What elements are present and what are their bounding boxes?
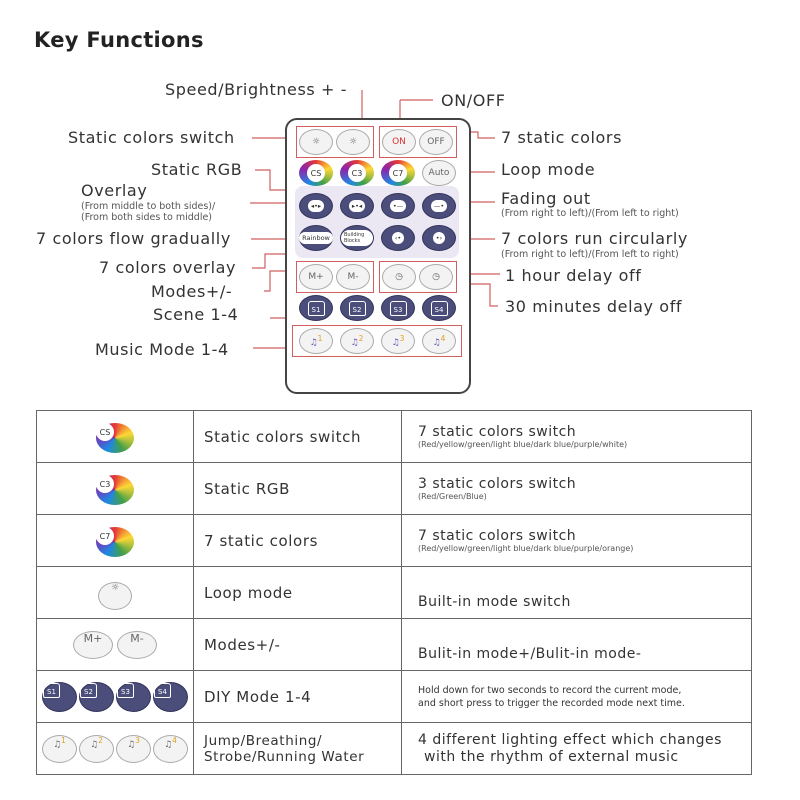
rainbow-button[interactable] [299,225,333,251]
s3-icon [116,682,151,712]
music-note-icon: ♫$^3$ [127,735,140,750]
callout-on-off: ON/OFF [441,91,506,110]
table-row [37,463,752,515]
sun-icon: ☼ [311,137,321,147]
c7-button[interactable] [381,160,415,186]
function-desc [402,671,752,723]
callout-7-colors-overlay: 7 colors overlay [99,258,237,277]
c3-icon [96,475,134,505]
house-icon: S3 [390,301,407,316]
music-4-icon [153,735,188,763]
c3-icon-label: C3 [96,475,114,493]
cs-button[interactable] [299,160,333,186]
icon-cell [37,463,194,515]
mminus-icon-label: M- [130,631,144,645]
s4-icon [153,682,188,712]
functions-table [36,410,752,775]
name-line2: Strobe/Running Water [204,748,365,765]
sun-icon: ☼ [348,137,358,147]
timer-30m-button[interactable] [419,264,453,290]
desc-line2: with the rhythm of external music [424,748,679,765]
desc-line2: and short press to trigger the recorded mode next time. [418,697,685,709]
off-label: OFF [427,137,445,147]
mminus-label: M- [347,272,359,282]
callout-7-colors-run: 7 colors run circularly [501,229,688,248]
c7-icon-label: C7 [96,527,114,545]
callout-overlay: Overlay [81,181,148,200]
mplus-icon [73,631,113,659]
rainbow-label: Rainbow [299,232,333,244]
cs-label: CS [307,164,325,182]
callout-fading-sub: (From right to left)/(From left to right) [501,208,679,219]
run-right-button[interactable] [422,225,456,251]
clock-icon: ◷ [395,272,403,282]
building-blocks-button[interactable] [340,225,374,251]
table-row [37,671,752,723]
icon-cell [37,515,194,567]
mode-plus-button[interactable] [299,264,333,290]
callout-static-colors-switch: Static colors switch [68,128,235,147]
music-note-icon: ♫$^2$ [90,735,103,750]
music-note-icon: ♫$^3$ [391,334,405,348]
table-row [37,619,752,671]
house-icon: S3 [117,683,134,698]
scene-s2-button[interactable] [340,295,374,321]
callout-static-rgb: Static RGB [151,160,243,179]
desc-sub: (Red/yellow/green/light blue/dark blue/purple/orange) [418,544,634,553]
function-name [194,723,402,775]
callout-scene: Scene 1-4 [153,305,239,324]
music-note-icon: ♫$^4$ [432,334,446,348]
music-3-icon [116,735,151,763]
s2-icon [79,682,114,712]
desc-text: 7 static colors switch [418,424,577,440]
sun-icon: ☼ [110,583,120,593]
clock-icon: ◷ [432,272,440,282]
callout-speed-brightness: Speed/Brightness + - [165,80,348,99]
house-icon: S4 [431,301,448,316]
s1-icon [42,682,77,712]
page-title: Key Functions [34,28,204,52]
name-line1: Jump/Breathing/ [204,732,323,749]
scene-s4-button[interactable] [422,295,456,321]
loop-icon [98,582,132,610]
table-row [37,567,752,619]
speed-brightness-down-button[interactable] [336,129,370,155]
fade-left-button[interactable] [381,193,415,219]
auto-button[interactable] [422,160,456,186]
off-button[interactable] [419,129,453,155]
icon-cell [37,723,194,775]
dot-right-icon: —• [431,200,447,212]
music-4-button[interactable] [422,328,456,354]
callout-30-minutes-delay: 30 minutes delay off [505,297,683,316]
function-name: Static RGB [194,463,402,515]
house-icon: S4 [154,683,171,698]
music-1-number: 1 [317,334,323,343]
arrows-in-icon: ▸•◂ [349,200,365,212]
icon-cell [37,671,194,723]
scene-s3-button[interactable] [381,295,415,321]
icon-cell [37,411,194,463]
c3-button[interactable] [340,160,374,186]
icon-cell [37,619,194,671]
timer-1h-button[interactable] [382,264,416,290]
music-note-icon: ♫$^1$ [309,334,323,348]
house-icon: S1 [308,301,325,316]
callout-7-colors-flow: 7 colors flow gradually [36,229,231,248]
desc-text: 3 static colors switch [418,476,577,492]
music-3-icon-number: 3 [135,735,140,745]
table-row [37,515,752,567]
fade-right-button[interactable] [422,193,456,219]
music-4-number: 4 [440,334,446,343]
mplus-icon-label: M+ [83,631,103,645]
function-desc [402,411,752,463]
music-2-number: 2 [358,334,364,343]
callout-run-sub: (From right to left)/(From left to right) [501,249,679,260]
table-row [37,411,752,463]
cs-icon [96,423,134,453]
cs-icon-label: CS [96,423,114,441]
c3-label: C3 [348,164,366,182]
c7-icon [96,527,134,557]
music-3-button[interactable] [381,328,415,354]
function-name: Static colors switch [194,411,402,463]
function-desc [402,723,752,775]
desc-sub: (Red/Green/Blue) [418,492,487,501]
music-note-icon: ♫$^2$ [350,334,364,348]
on-label: ON [392,137,406,147]
music-note-icon: ♫$^4$ [164,735,177,750]
desc-sub: (Red/yellow/green/light blue/dark blue/purple/white) [418,440,628,449]
callout-fading-out: Fading out [501,189,591,208]
overlay-out-button[interactable] [299,193,333,219]
house-icon: S2 [349,301,366,316]
auto-label: Auto [428,168,450,178]
on-button[interactable] [382,129,416,155]
function-desc: Built-in mode switch [402,567,752,619]
function-desc [402,463,752,515]
building-label: Building Blocks [341,230,373,246]
music-1-button[interactable] [299,328,333,354]
overlay-in-button[interactable] [340,193,374,219]
music-1-icon-number: 1 [61,735,66,745]
music-2-button[interactable] [340,328,374,354]
house-icon: S2 [80,683,97,698]
desc-line1: Hold down for two seconds to record the current mode, [418,684,682,696]
house-icon: S1 [43,683,60,698]
music-2-icon [79,735,114,763]
mplus-label: M+ [308,272,324,282]
function-name: Loop mode [194,567,402,619]
callout-1-hour-delay: 1 hour delay off [505,266,642,285]
music-3-number: 3 [399,334,405,343]
dot-left-icon: •— [390,200,406,212]
function-name: 7 static colors [194,515,402,567]
function-desc: Bulit-in mode+/Bulit-in mode- [402,619,752,671]
desc-text: 7 static colors switch [418,528,577,544]
callout-7-static-colors: 7 static colors [501,128,623,147]
callout-overlay-sub1: (From middle to both sides)/ [81,201,216,212]
callout-overlay-sub2: (From both sides to middle) [81,212,213,223]
desc-line1: 4 different lighting effect which changes [418,731,722,748]
icon-cell [37,567,194,619]
callout-music-mode: Music Mode 1-4 [95,340,229,359]
arrows-out-icon: ◂•▸ [308,200,324,212]
mode-minus-button[interactable] [336,264,370,290]
function-name: Modes+/- [194,619,402,671]
function-name: DIY Mode 1-4 [194,671,402,723]
music-note-icon: ♫$^1$ [53,735,66,750]
table-row [37,723,752,775]
function-desc [402,515,752,567]
scene-s1-button[interactable] [299,295,333,321]
run-left-button[interactable] [381,225,415,251]
remote-control [285,118,471,394]
chevrons-left-icon: ‹• [392,232,404,244]
callout-loop-mode: Loop mode [501,160,596,179]
chevrons-right-icon: •› [433,232,445,244]
music-4-icon-number: 4 [172,735,177,745]
callout-modes: Modes+/- [151,282,233,301]
speed-brightness-up-button[interactable] [299,129,333,155]
mminus-icon [117,631,157,659]
c7-label: C7 [389,164,407,182]
music-1-icon [42,735,77,763]
music-2-icon-number: 2 [98,735,103,745]
